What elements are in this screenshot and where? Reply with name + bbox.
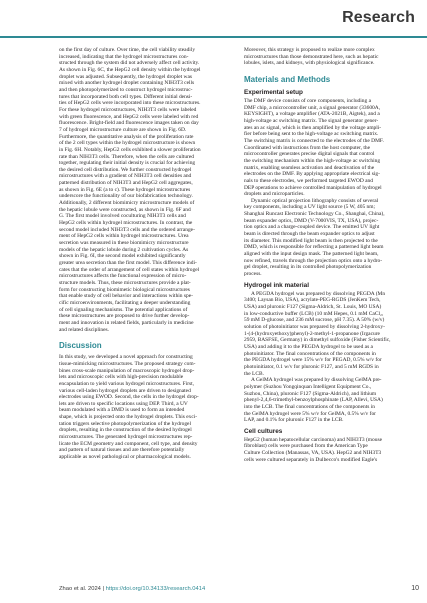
body-paragraph: Dynamic optical projection lithography consists of several key components, including a UV light source (5 W, 405 nm; Shanghai Runcast Electronic Technology Co., Shanghai, China), beam expander optics, DMD (V-7000VIS, TX, USA), projec- tion optics and a charge-coupled device. The emitted UV light beam is directed through the beam expander optics to adjust its diameter. This modified light beam is then projected to the DMD, which is responsible for reflecting a patterned light beam aligned with the input design mask. The patterned light beam, now refined, travels through the projection optics onto a hydro- gel droplet, resulting in its controlled photopolymerization process. [244, 197, 385, 278]
journal-title: Research [342, 9, 415, 26]
body-paragraph: HepG2 (human hepatocellular carcinoma) and NIH3T3 (mouse fibroblast) cells were purchased from the American Type Culture Collection (Manassas, VA, USA). HepG2 and NIH3T3 cells were cultured separately in Dulbecco's modified Eagle's [244, 436, 383, 463]
section-heading-discussion: Discussion [59, 341, 102, 351]
page-number: 10 [411, 585, 419, 592]
body-paragraph: A PEGDA hydrogel was prepared by dissolving PEGDA (Mn 3400; Laysan Bio, USA), acrylate-PEG-RGDS (JenKem Tech, USA) and pluronic F127 (Sigma-Aldrich, St. Louis, MO USA) in low-conductive buffer (LCB) (10 mM Hepes, 0.1 mM CaCl₂, 59 mM D-glucose, and 236 mM sucrose, pH 7.35). A 50% (w/v) solution of photoinitiator was prepared by dissolving 2-hydroxy- 1-(4-(hydroxyethoxy)phenyl)-2-methyl-1-propanone (Irgacure 2959, BASFSE, Germany) in dimethyl sulfoxide (Fisher Scientific, USA) and adding it to the PEGDA hydrogel to be used as a photoinitiator. The final concentrations of the components in the PEGDA hydrogel were 15% w/v for PEGAD, 0.5% w/v for photoinitiator, 0.1 w/v for pluronic F127, and 5 mM RGDS in the LCB. [244, 290, 391, 377]
header-rule [0, 36, 427, 38]
page-footer [59, 586, 419, 592]
body-paragraph: In this study, we developed a novel approach for constructing tissue-mimicking microstructures. The proposed strategy com- bines cross-scale manipulation of macroscopic hydrogel drop- lets and microscopic cells with high-precision modulable encapsulation to yield various hydrogel microstructures. First, various cell-laden hydrogel droplets are driven to designated electrodes using EWOD. Second, the cells in the hydrogel drop- lets are driven to specific locations using DEP. Third, a UV beam modulated with a DMD is used to form an intended shape, which is projected onto the hydrogel droplets. This exci- tation triggers selective photopolymerization of the hydrogel droplets, resulting in the construction of the desired hydrogel microstructures. The generated hydrogel microstructures rep- licate the ECM geometry and component, cell type, and density and pattern of natural tissues and are therefore potentially applicable as novel pathological or pharmacological models. [59, 354, 199, 461]
left-column [59, 47, 234, 461]
subsection-heading: Experimental setup [244, 88, 303, 96]
doi-link[interactable]: https://doi.org/10.34133/research.0414 [105, 586, 206, 592]
body-paragraph: The DMF device consists of core components, including a DMF chip, a microcontroller unit, a signal generator (33600A, KEYSIGHT), a voltage amplifier (ATA-2021B, Aigtek), and a high-voltage ac switching matrix. The signal generator gener- ates an ac signal, which is then amplified by the voltage ampli- fier before being sent to the high-voltage ac switching matrix. The switching matrix is connected to the electrodes of the DMF. Coordinated with instructions from the host computer, the microcontroller generates precise digital signals that control the switching mechanism within the high-voltage ac switching matrix, enabling seamless activation and deactivation of the electrodes on the DMF. By applying appropriate electrical sig- nals to these electrodes, we performed targeted EWOD and DEP operations to achieve controlled manipulation of hydrogel droplets and microparticles. [244, 97, 384, 198]
body-paragraph: A GelMA hydrogel was prepared by dissolving GelMA pre- polymer (Suzhou Yongqinquan Intelligent Equipment Co., Suzhou, China), pluronic F127 (Sigma-Aldrich), and lithium phenyl-2,4,6-trimethyl-benzoylphosphinate (LAP, Allevi, USA) into the LCB. The final concentrations of the components in the GelMA hydrogel were 5% w/v for GelMA, 0.5% w/v for LAP, and 0.1% for pluronic F127 in the LCB. [244, 377, 383, 424]
right-column [244, 47, 419, 463]
subsection-heading: Hydrogel ink material [244, 281, 309, 289]
body-paragraph: Moreover, this strategy is proposed to realize more complex microstructures than those demonstrated here, such as hepatic lobules, islets, and kidneys, with physiological significance. [244, 47, 379, 67]
citation-text: Zhao et al. 2024 | [59, 586, 106, 592]
section-heading-materials: Materials and Methods [244, 74, 331, 84]
subsection-heading: Cell cultures [244, 427, 283, 435]
body-paragraph: on the first day of culture. Over time, the cell viability steadily increased, indicating that the hydrogel microstructures con- structed through the system did not adversely affect cell activity. As shown in Fig. 6C, the HepG2 cell density within the hydrogel droplet was adjusted. Subsequently, the hydrogel droplet was mixed with another hydrogel droplet containing NIH3T3 cells and then photopolymerized to construct hydrogel microstruc- tures that incorporated both cell types. Different initial densi- ties of HepG2 cells were incorporated into these microstructures. For these hydrogel microstructures, NIH3T3 cells were labeled with green fluorescence, and HepG2 cells were labeled with red fluorescence. Bright-field and fluorescence images taken on day 7 of hydrogel microstructure culture are shown in Fig. 6D. Furthermore, the quantitative analysis of the proliferation rate of the 2 cell types within the hydrogel microstructure is shown in Fig. 6H. Notably, HepG2 cells exhibited a slower proliferation rate than NIH3T3 cells. Therefore, when the cells are cultured together, regulating their initial density is crucial for achieving the desired cell distribution. We further constructed hydrogel microstructures with a gradient of NIH3T3 cell densities and patterned distribution of NIH3T3 and HepG2 cell aggregates, as shown in Fig. 6E (a to c). These hydrogel microstructures underscore the functionality of our biofabrication technology. Additionally, 2 different biomimicry microstructure models of the hepatic lobule were constructed, as shown in Fig. 6F and G. The first model involved coculturing NIH3T3 cells and HepG2 cells within hydrogel microstructures. In contrast, the second model included NIH3T3 cells and the ordered arrange- ment of HepG2 cells within hydrogel microstructures. Urea secretion was measured in these biomimicry microstructure models of the hepatic lobule during 2 cultivation cycles. As shown in Fig. 6I, the second model exhibited significantly greater urea secretion than the first model. This difference indi- cates that the order of arrangement of cell states within hydrogel microstructures affects the functional expression of micro- structure models. Thus, these microstructures provide a plat- form for constructing biomimetic biological microstructures that enable study of cell behavior and interactions within spe- cific microenvironments, facilitating a deeper understanding of cell signaling mechanisms. The potential applications of these microstructures are proposed to drive further develop- ment and innovation in related fields, particularly in medicine and related disciplines. [59, 47, 201, 333]
